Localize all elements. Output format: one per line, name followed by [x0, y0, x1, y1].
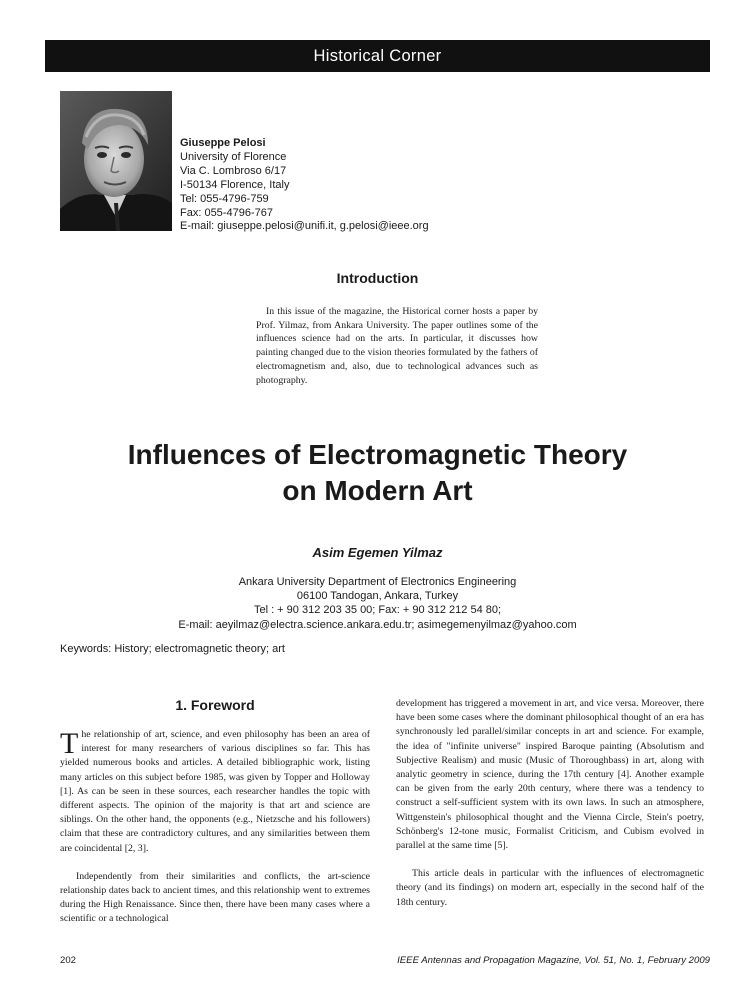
section-heading-foreword: 1. Foreword: [175, 697, 255, 713]
keywords: Keywords: History; electromagnetic theory; art: [60, 643, 285, 655]
affiliation-address: 06100 Tandogan, Ankara, Turkey: [296, 590, 459, 603]
affiliation-email: E-mail: aeyilmaz@electra.science.ankara.edu.tr; asimegemenyilmaz@yahoo.com: [178, 618, 577, 631]
editor-street: Via C. Lombroso 6/17: [180, 164, 287, 177]
body-paragraph-1: [60, 728, 370, 856]
paragraph-1-text: he relationship of art, science, and even philosophy has been an area of interest for many researchers of various disciplines so far. This has yielded numerous books and articles. A detailed bibliographic work, listing many articles on this subject before 1985, was given by Topper and Holloway [1]. As can be seen in these sources, each researcher handles the topic with different aspects. The opinion of the majority is that art and science are siblings. On the other hand, the opponents (e.g., Nietzsche and his followers) claim that these are contradictory cultures, and any similarities between them are coincidental [2, 3].: [60, 729, 370, 854]
editor-fax: Fax: 055-4796-767: [180, 206, 273, 219]
article-title: [0, 437, 755, 509]
author-photo: [60, 91, 172, 231]
introduction-heading: Introduction: [336, 270, 419, 286]
article-title-line-2: on Modern Art: [282, 475, 473, 506]
body-paragraph-2-continued: development has triggered a movement in art, and vice versa. Moreover, there have been some cases where the dominant philosophical thought of an era has synchronously led parallel/similar concepts in art and science. For example, the idea of "infinite universe" inspired Baroque painting (Absolutism and Subjective Realism) and music (Music of Thoroughbass) in art, along with analytic geometry in science, during the 17th century [4]. Another example can be given from the early 20th century, where there was a tendency to construct a self-sufficient system with its own laws. In such an atmosphere, Wittgenstein's philosophical thought and the Vienna Circle, Stein's poetry, Schönberg's 12-tone music, Formalist Criticism, and Cubism evolved in parallel at the same time [5].: [396, 698, 704, 852]
banner-title: Historical Corner: [313, 46, 442, 65]
article-title-line-1: Influences of Electromagnetic Theory: [127, 439, 628, 470]
author-affiliation: [0, 575, 755, 632]
body-paragraph-2: Independently from their similarities and conflicts, the art-science relationship dates back to ancient times, and this relationship went to extremes during the High Renaissance. Since then, there have been many cases where a scientific or a technological: [60, 870, 370, 925]
body-column-right: [396, 697, 704, 910]
affiliation-department: Ankara University Department of Electronics Engineering: [238, 576, 517, 588]
section-banner: [45, 40, 710, 72]
editor-phone: Tel: 055-4796-759: [180, 192, 269, 205]
body-column-left: [60, 728, 370, 927]
editor-contact: [180, 137, 429, 234]
editor-city: I-50134 Florence, Italy: [180, 178, 290, 191]
body-paragraph-3: This article deals in particular with the influences of electromagnetic theory (and its findings) on modern art, especially in the second half of the 18th century.: [396, 868, 704, 908]
page-footer: [60, 955, 710, 966]
drop-cap: T: [60, 727, 79, 760]
introduction-paragraph: In this issue of the magazine, the Historical corner hosts a paper by Prof. Yilmaz, from Ankara University. The paper outlines some of the influences science had on the arts. In particular, it discusses how painting changed due to the vision theories formulated by the fathers of electromagnetism and, also, due to technological advances such as photography.: [256, 306, 538, 386]
journal-citation: IEEE Antennas and Propagation Magazine, Vol. 51, No. 1, February 2009: [397, 955, 710, 966]
page-number: 202: [60, 955, 77, 966]
editor-email: E-mail: giuseppe.pelosi@unifi.it, g.pelosi@ieee.org: [180, 220, 429, 233]
affiliation-phone: Tel : + 90 312 203 35 00; Fax: + 90 312 212 54 80;: [253, 604, 502, 617]
editor-name: Giuseppe Pelosi: [180, 137, 266, 149]
portrait-image: [60, 91, 172, 231]
editor-institution: University of Florence: [180, 150, 287, 163]
article-author: Asim Egemen Yilmaz: [312, 545, 443, 560]
